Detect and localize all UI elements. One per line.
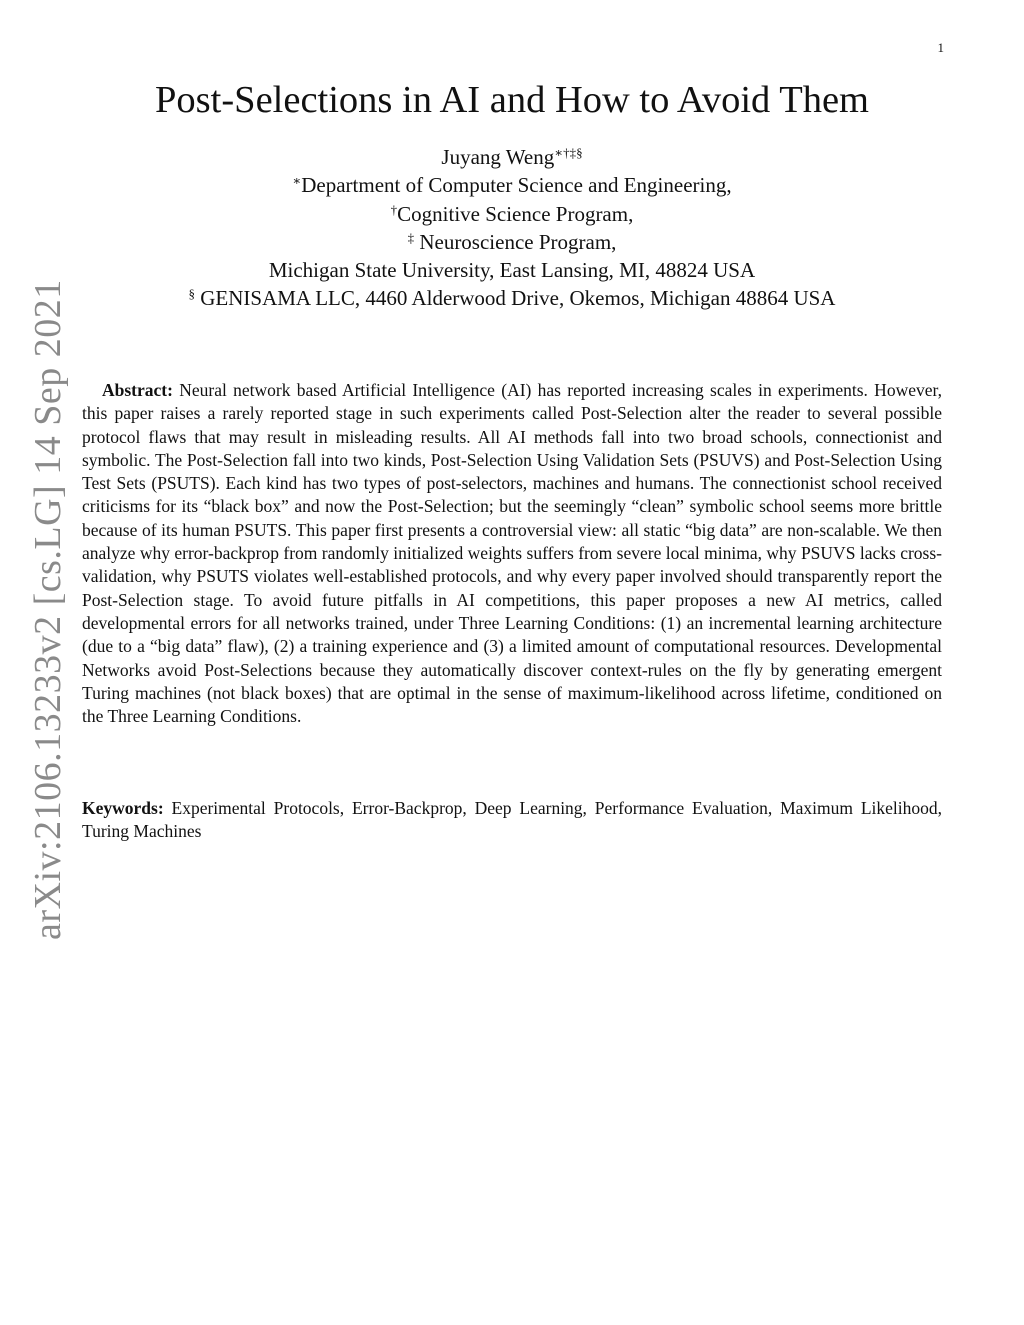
affiliation-university <box>0 256 1024 284</box>
affiliation-mark: † <box>390 201 398 217</box>
affiliation-text: Michigan State University, East Lansing, MI, 48824 USA <box>268 258 756 283</box>
author-marks: ∗†‡§ <box>554 145 583 160</box>
affiliation-company <box>0 284 1024 312</box>
affiliation-text: Department of Computer Science and Engineering, <box>301 173 732 198</box>
author-name: Juyang Weng <box>441 145 555 169</box>
affiliation-mark: ∗ <box>292 173 302 189</box>
keywords-label: Keywords: <box>82 798 164 818</box>
affiliation-neuroscience <box>0 228 1024 256</box>
affiliation-text: GENISAMA LLC, 4460 Alderwood Drive, Okemos, Michigan 48864 USA <box>195 286 836 311</box>
abstract-label: Abstract: <box>102 380 173 400</box>
affiliation-department <box>0 171 1024 199</box>
abstract-text: Neural network based Artificial Intelligence (AI) has reported increasing scales in experiments. However, this paper raises a rarely reported stage in such experiments called Post-Selection alter the reader to several possible protocol flaws that may result in misleading results. All AI methods fall into two broad schools, connectionist and symbolic. The Post-Selection fall into two kinds, Post-Selection Using Validation Sets (PSUVS) and Post-Selection Using Test Sets (PSUTS). Each kind has two types of post-selectors, machines and humans. The connectionist school received criticisms for its “black box” and now the Post-Selection; but the seemingly “clean” symbolic school seems more brittle because of its human PSUTS. This paper first presents a controversial view: all static “big data” are non-scalable. We then analyze why error-backprop from randomly initialized weights suffers from severe local minima, why PSUVS lacks cross-validation, why PSUTS violates well-established protocols, and why every paper involved should transparently report the Post-Selection stage. To avoid future pitfalls in AI competitions, this paper proposes a new AI metrics, called developmental errors for all networks trained, under Three Learning Conditions: (1) an incremental learning architecture (due to a “big data” flaw), (2) a training experience and (3) a limited amount of computational resources. Developmental Networks avoid Post-Selections because they automatically discover context-rules on the fly by generating emergent Turing machines (not black boxes) that are optimal in the sense of maximum-likelihood across lifetime, conditioned on the Three Learning Conditions. <box>82 380 942 727</box>
author-line <box>0 143 1024 171</box>
keywords-paragraph <box>82 797 942 844</box>
page-number: 1 <box>937 40 944 55</box>
paper-title: Post-Selections in AI and How to Avoid Them <box>155 79 869 121</box>
affiliation-mark: ‡ <box>407 229 415 245</box>
arxiv-identifier-stamp[interactable]: arXiv:2106.13233v2 [cs.LG] 14 Sep 2021 <box>27 279 69 940</box>
abstract-paragraph <box>82 379 942 728</box>
author-block <box>0 143 1024 313</box>
affiliation-cognitive-science <box>0 200 1024 228</box>
keywords-text: Experimental Protocols, Error-Backprop, Deep Learning, Performance Evaluation, Maximum Likelihood, Turing Machines <box>82 798 942 842</box>
affiliation-mark: § <box>188 286 196 302</box>
affiliation-text: Cognitive Science Program, <box>397 201 634 226</box>
affiliation-text: Neuroscience Program, <box>414 229 617 254</box>
